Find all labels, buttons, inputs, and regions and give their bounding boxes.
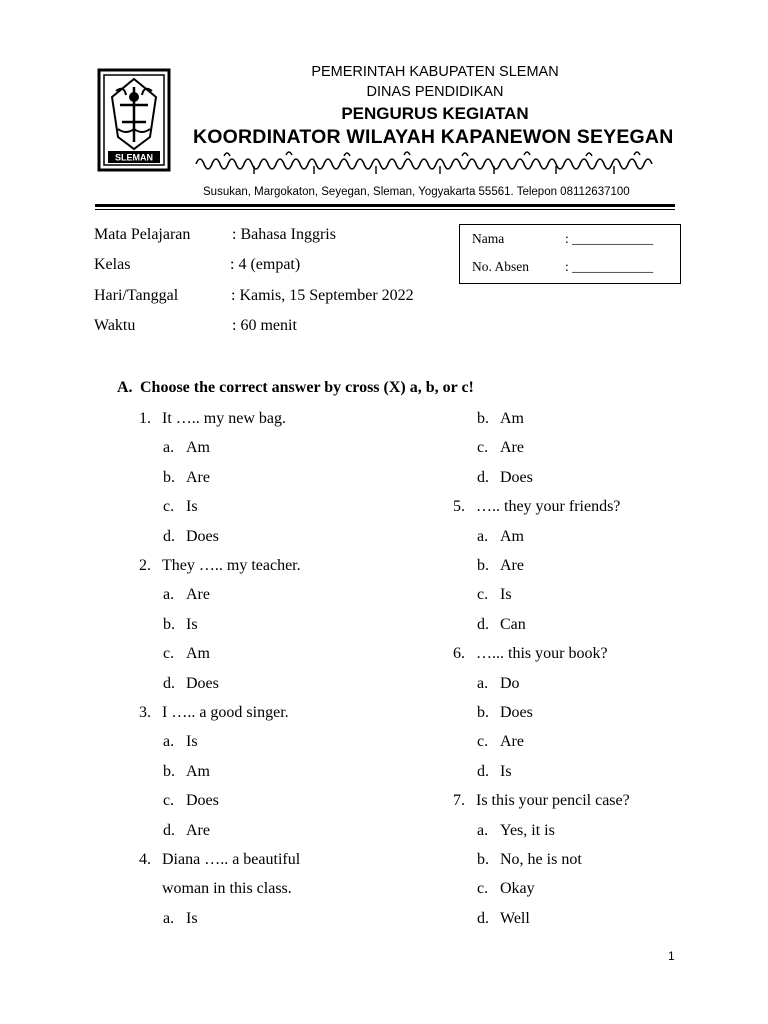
info-value: : 60 menit [232,317,297,334]
option-text: Is [186,909,198,927]
option-letter: c. [477,586,489,604]
question-text: woman in this class. [162,880,292,898]
question-number: 1. [139,410,151,427]
option-letter: b. [163,468,175,486]
option-text: Can [500,615,526,633]
option-letter: b. [477,851,489,868]
option-letter: d. [477,615,489,633]
option-text: Am [186,645,210,663]
option-text: Well [500,909,530,927]
option-letter: d. [163,821,175,839]
javanese-script-line [194,146,672,176]
student-number-label: No. Absen [472,259,529,274]
option-letter: c. [477,439,489,457]
option-text: Are [500,557,524,574]
question-text: …... this your book? [476,645,608,663]
option-letter: b. [477,704,489,721]
section-instruction: Choose the correct answer by cross (X) a, b, or c! [140,379,474,396]
option-text: Is [186,733,198,751]
option-text: Am [186,439,210,457]
option-letter: c. [477,880,489,898]
option-text: Does [186,792,219,810]
option-text: Am [500,527,524,545]
option-text: Is [500,762,512,780]
student-name-label: Nama [472,231,505,246]
question-text: Is this your pencil case? [476,792,630,810]
page-number: 1 [668,949,675,963]
question-number: 3. [139,704,151,721]
letterhead-government: PEMERINTAH KABUPATEN SLEMAN [311,64,559,80]
letterhead-address: Susukan, Margokaton, Seyegan, Sleman, Yogyakarta 55561. Telepon 08112637100 [203,186,630,198]
question-text: It ….. my new bag. [162,410,286,427]
option-letter: a. [163,586,175,604]
student-number-blank[interactable]: : ____________ [565,259,654,274]
option-letter: d. [477,762,489,780]
student-name-blank[interactable]: : ____________ [565,231,654,246]
option-text: No, he is not [500,851,582,868]
info-label: Kelas [94,256,131,273]
question-text: ….. they your friends? [476,498,621,516]
section-letter: A. [117,379,133,396]
option-text: Am [186,762,210,780]
option-text: Does [500,468,533,486]
option-letter: c. [163,792,175,810]
option-text: Does [186,527,219,545]
option-letter: a. [477,527,489,545]
option-letter: c. [163,498,175,516]
sleman-logo [96,67,172,173]
option-text: Are [186,821,210,839]
option-text: Am [500,410,524,427]
option-text: Are [186,586,210,604]
option-letter: c. [477,733,489,751]
option-letter: a. [477,674,489,692]
option-letter: a. [163,733,175,751]
option-letter: a. [163,909,175,927]
letterhead-committee: PENGURUS KEGIATAN [341,104,529,123]
question-number: 5. [453,498,465,516]
option-text: Is [500,586,512,604]
letterhead-coordinator: KOORDINATOR WILAYAH KAPANEWON SEYEGAN [193,126,674,148]
option-text: Okay [500,880,535,898]
option-letter: d. [477,468,489,486]
question-text: I ….. a good singer. [162,704,289,721]
option-letter: d. [163,674,175,692]
option-text: Is [186,498,198,516]
letterhead-rule-thick [95,204,675,207]
info-value: : Bahasa Inggris [232,226,336,243]
option-letter: a. [163,439,175,457]
option-letter: d. [477,909,489,927]
question-number: 2. [139,557,151,574]
info-label: Mata Pelajaran [94,226,191,243]
info-label: Hari/Tanggal [94,287,179,304]
info-value: : Kamis, 15 September 2022 [231,287,414,304]
logo-lettering: SLEMAN [115,152,153,163]
option-letter: d. [163,527,175,545]
letterhead-department: DINAS PENDIDIKAN [366,84,504,100]
option-text: Does [186,674,219,692]
option-letter: b. [163,615,175,633]
question-number: 7. [453,792,465,810]
option-text: Does [500,704,533,721]
letterhead-rule-thin [95,209,675,210]
option-letter: b. [477,410,489,427]
student-identity-box [459,224,681,284]
option-letter: b. [477,557,489,574]
question-number: 4. [139,851,151,868]
option-text: Are [500,733,524,751]
info-label: Waktu [94,317,136,334]
info-value: : 4 (empat) [230,256,301,273]
option-text: Is [186,615,198,633]
option-text: Do [500,674,520,692]
option-letter: c. [163,645,175,663]
question-number: 6. [453,645,465,663]
option-text: Are [500,439,524,457]
question-text: Diana ….. a beautiful [162,851,301,868]
option-letter: a. [477,821,489,839]
option-text: Are [186,468,210,486]
option-letter: b. [163,762,175,780]
option-text: Yes, it is [500,821,555,839]
question-text: They ….. my teacher. [162,557,301,574]
